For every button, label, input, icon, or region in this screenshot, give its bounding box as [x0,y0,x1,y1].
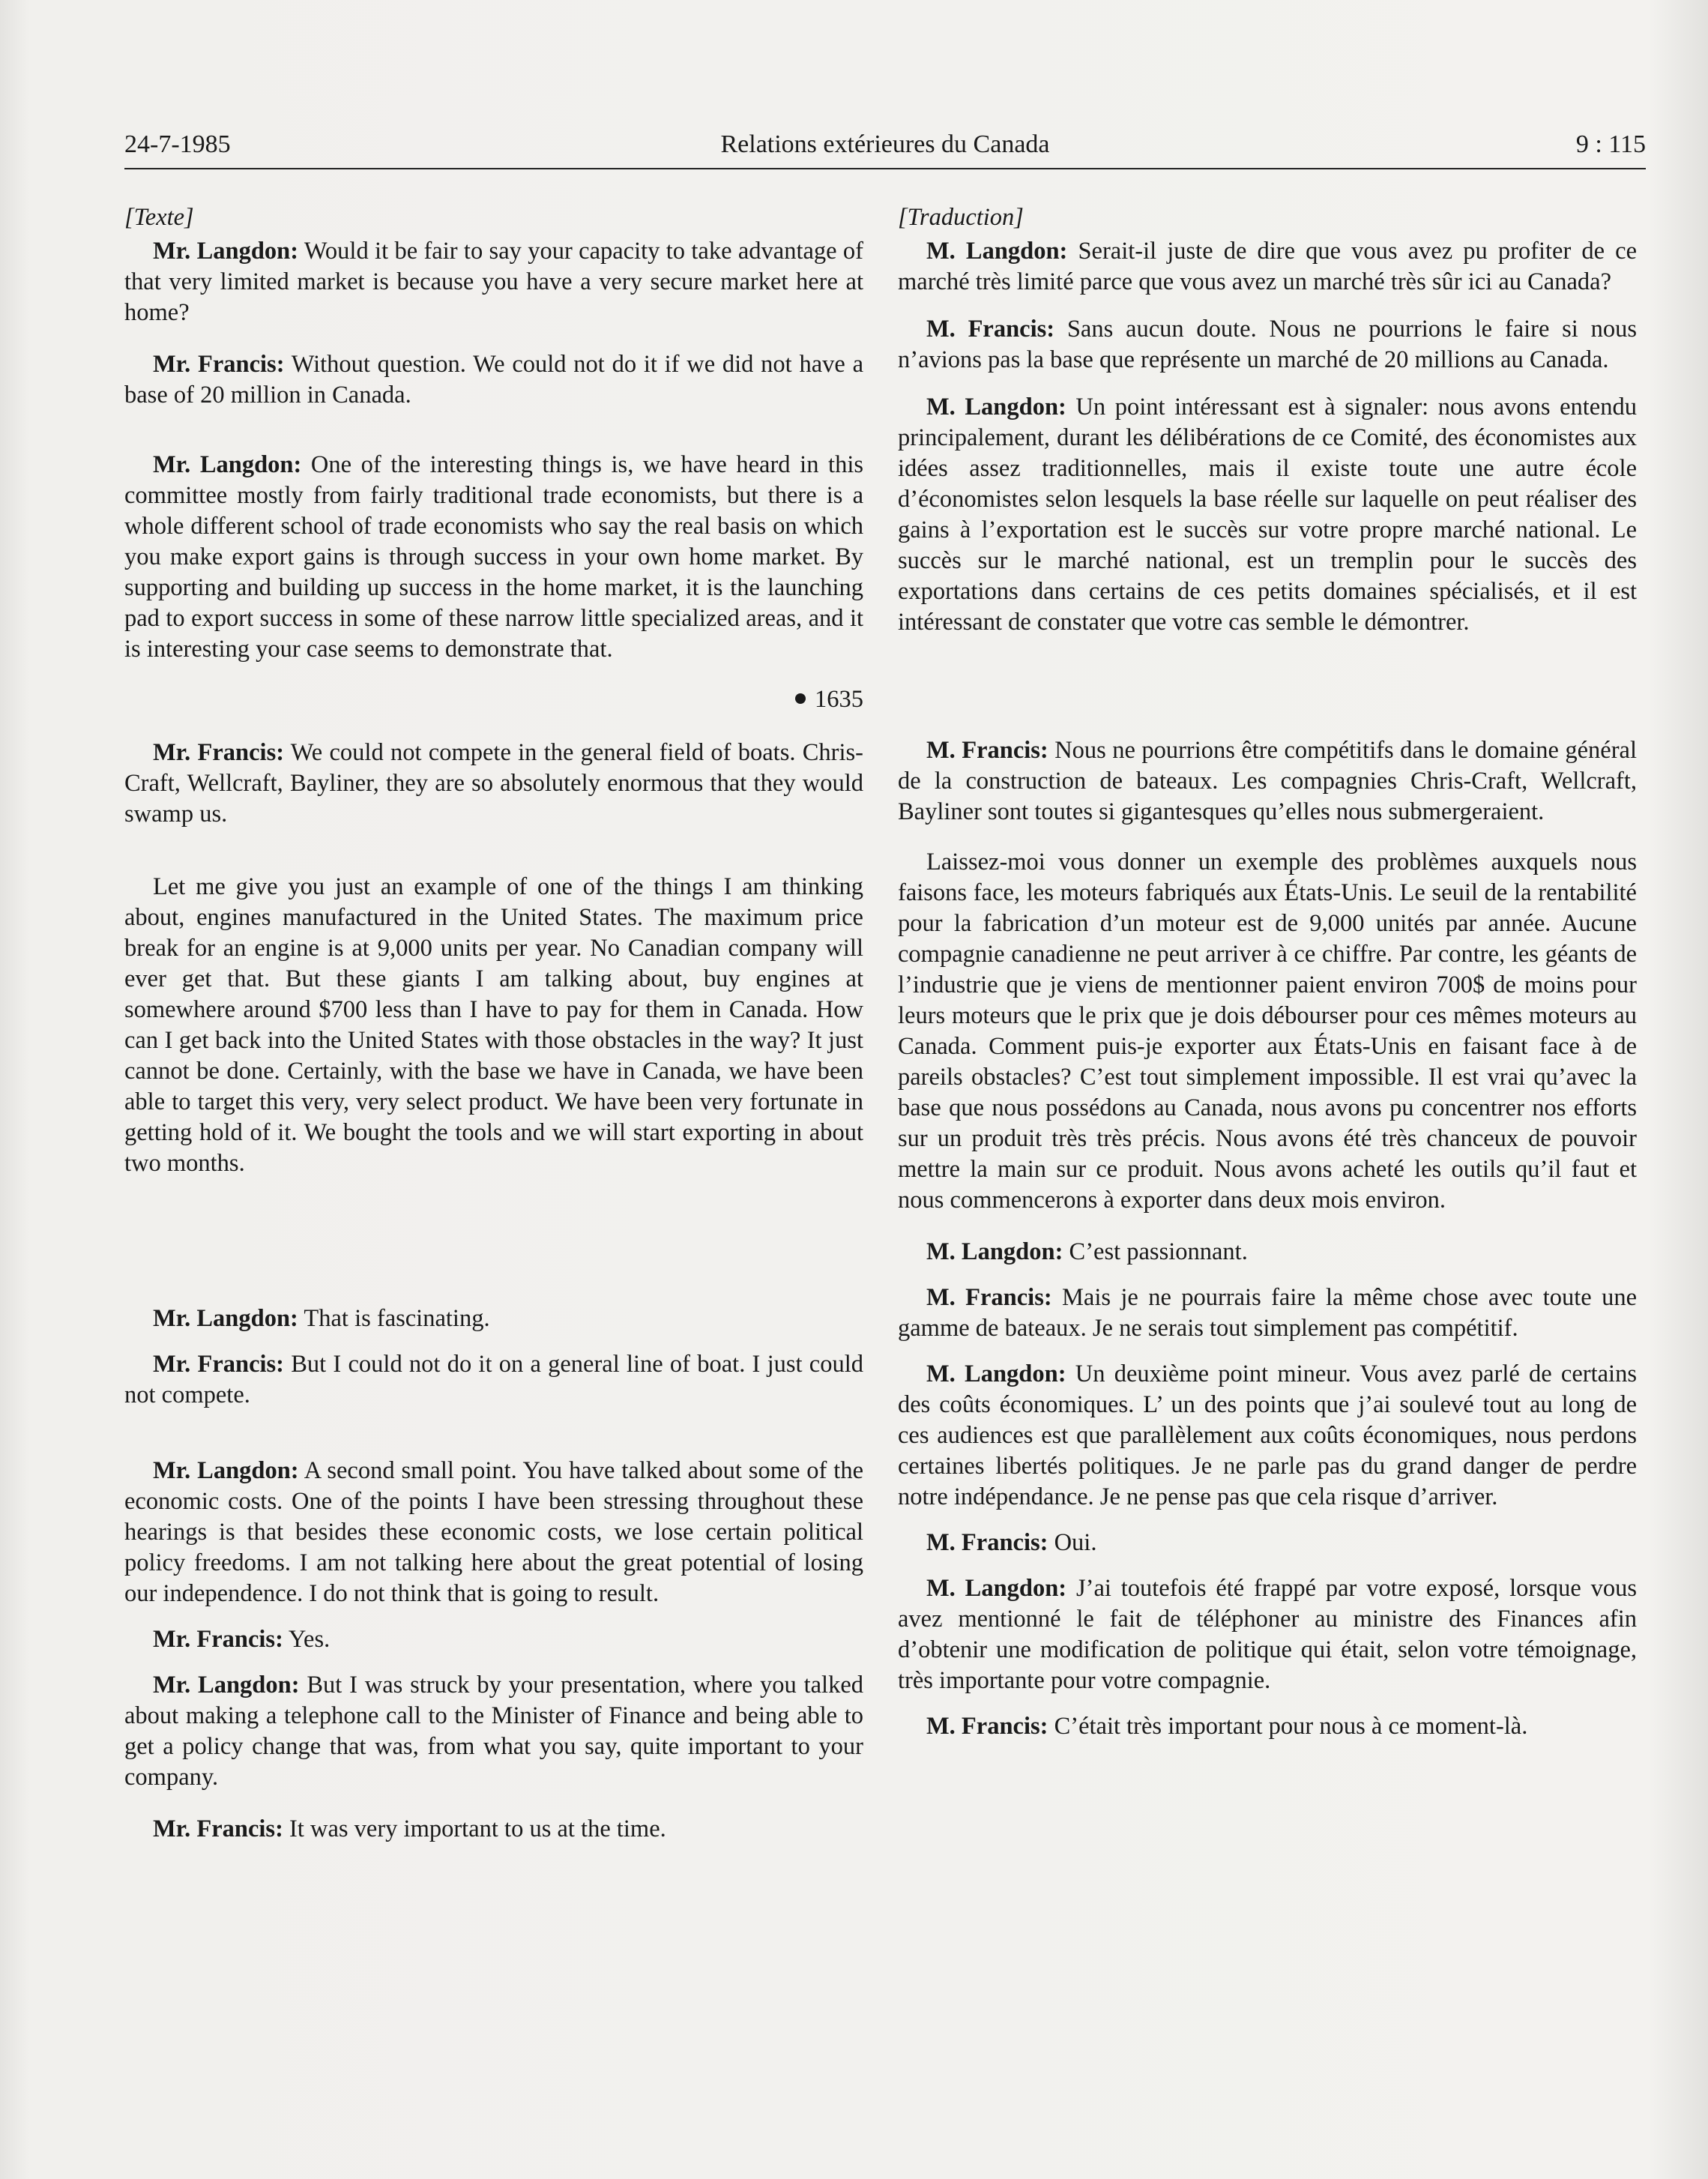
speaker-name: M. Francis: [926,737,1048,764]
time-marker [124,684,863,715]
speaker-name: M. Langdon: [926,1238,1063,1265]
time-marker-text: 1635 [815,686,863,713]
speaker-name: Mr. Langdon: [153,1457,299,1484]
speaker-name: M. Langdon: [926,394,1066,421]
paragraph-text: Mais je ne pourrais faire la même chose avec toute une gamme de bateaux. Je ne serais tout simplement pas compétitif. [898,1284,1638,1342]
english-column [124,202,863,1845]
paragraph [898,1237,1637,1268]
section-label: [Texte] [124,204,194,231]
paragraph-text: That is fascinating. [298,1305,490,1332]
paragraph-text: Sans aucun doute. Nous ne pourrions le faire si nous n’avions pas la base que représente un marché de 20 millions au Canada. [898,316,1637,373]
speaker-name: Mr. Francis: [153,1626,283,1653]
speaker-name: Mr. Francis: [153,739,285,766]
paragraph-text: C’est passionnant. [1063,1238,1248,1265]
paragraph-text: We could not compete in the general field of boats. Chris-Craft, Wellcraft, Bayliner, they are so absolutely enormous that they would swamp us. [124,739,863,828]
paragraph [898,1359,1637,1513]
speaker-name: M. Langdon: [926,1360,1066,1387]
paragraph [124,450,863,665]
paragraph-text: C’était très important pour nous à ce moment-là. [1048,1713,1528,1740]
speaker-name: M. Langdon: [926,238,1068,265]
paragraph [124,738,863,830]
paragraph-text: Serait-il juste de dire que vous avez pu profiter de ce marché très limité parce que vous avez un marché très sûr ici au Canada? [898,238,1637,295]
paragraph [124,1349,863,1411]
paragraph-text: Without question. We could not do it if we did not have a base of 20 million in Canada. [124,351,863,409]
speaker-name: Mr. Langdon: [153,238,299,265]
speaker-name: M. Francis: [926,316,1055,343]
paragraph [124,1814,863,1845]
paragraph-text: J’ai toutefois été frappé par votre exposé, lorsque vous avez mentionné le fait de téléphoner au ministre des Finances afin d’obtenir une modification de politique qui était, selon votre témoignage, très importante pour votre compagnie. [898,1575,1637,1694]
paragraph [898,1283,1637,1344]
paragraph-text: Nous ne pourrions être compétitifs dans le domaine général de la construction de bateaux. Les compagnies Chris-Craft, Wellcraft, Bayliner sont toutes si gigantesques qu’elles nous submergeraient. [898,737,1637,825]
paragraph [898,735,1637,828]
speaker-name: Mr. Langdon: [153,1672,300,1699]
speaker-name: M. Langdon: [926,1575,1067,1602]
paragraph [124,1624,863,1655]
paragraph [898,314,1637,376]
paragraph-text: Let me give you just an example of one of the things I am thinking about, engines manufactured in the United States. The maximum price break for an engine is at 9,000 units per year. No Canadian company will ever get that. But these giants I am talking about, buy engines at somewhere around $700 less than I have to pay for them in Canada. How can I get back into the United States with those obstacles in the way? It just cannot be done. Certainly, with the base we have in Canada, we have been able to target this very, very select product. We have been very fortunate in getting hold of it. We bought the tools and we will start exporting in about two months. [124,873,863,1177]
paragraph-text: But I could not do it on a general line of boat. I just could not compete. [124,1351,863,1408]
paragraph-text: But I was struck by your presentation, where you talked about making a telephone call to the Minister of Finance and being able to get a policy change that was, from what you say, quite important to your company. [124,1672,863,1791]
paragraph-text: Yes. [283,1626,331,1653]
paragraph [898,847,1637,1216]
paragraph [124,1456,863,1609]
paragraph-text: Un deuxième point mineur. Vous avez parlé de certains des coûts économiques. L’ un des points que j’ai soulevé tout au long de ces audiences est que parallèlement aux coûts économiques, nous perdons certaines libertés politiques. Je ne parle pas du grand danger de perdre notre indépendance. Je ne pense pas que cela risque d’arriver. [898,1360,1637,1510]
speaker-name: M. Francis: [926,1529,1048,1556]
paragraph [898,392,1637,638]
paragraph [898,236,1637,298]
speaker-name: Mr. Francis: [153,1815,283,1842]
paragraph [124,236,863,328]
paragraph [124,872,863,1179]
paragraph [898,1528,1637,1558]
speaker-name: Mr. Francis: [153,1351,285,1378]
bullet-icon [795,693,806,704]
speaker-name: M. Francis: [926,1713,1048,1740]
speaker-name: Mr. Langdon: [153,451,302,478]
paragraph-text: Laissez-moi vous donner un exemple des problèmes auxquels nous faisons face, les moteurs fabriqués aux États-Unis. Le seuil de la rentabilité pour la fabrication d’un moteur est de 9,000 unités par année. Aucune compagnie canadienne ne peut arriver à ce chiffre. Par contre, les géants de l’industrie que je viens de mentionner paient environ 700$ de moins pour leurs moteurs que le prix que je dois débourser pour ces mêmes moteurs au Canada. Comment puis-je exporter aux États-Unis en faisant face à de pareils obstacles? C’est tout simplement impossible. Il est vrai qu’avec la base que nous possédons au Canada, nous avons pu concentrer nos efforts sur un produit très très précis. Nous avons été très chanceux de pouvoir mettre la main sur ce produit. Nous avons acheté les outils qu’il faut et nous commencerons à exporter dans deux mois environ. [898,849,1637,1214]
header-date: 24-7-1985 [124,130,231,158]
paragraph-text: Oui. [1048,1529,1097,1556]
paragraph [124,1304,863,1334]
speaker-name: Mr. Langdon: [153,1305,298,1332]
section-label: [Traduction] [898,204,1024,231]
speaker-name: M. Francis: [926,1284,1052,1311]
paragraph-text: A second small point. You have talked about some of the economic costs. One of the points I have been stressing throughout these hearings is that besides these economic costs, we lose certain political policy freedoms. I am not talking here about the great potential of losing our independence. I do not think that is going to result. [124,1457,863,1607]
page-header [124,130,1646,169]
paragraph [898,1573,1637,1696]
paragraph [124,1670,863,1793]
paragraph-text: One of the interesting things is, we have heard in this committee mostly from fairly traditional trade economists, but there is a whole different school of trade economists who say the real basis on which you make export gains is through success in your own home market. By supporting and building up success in the home market, it is the launching pad to export success in some of these narrow little specialized areas, and it is interesting your case seems to demonstrate that. [124,451,863,663]
paragraph-text: It was very important to us at the time. [283,1815,666,1842]
paragraph-text: Un point intéressant est à signaler: nous avons entendu principalement, durant les délibérations de ce Comité, des économistes aux idées assez traditionnelles, mais il existe toute une autre école d’économistes selon lesquels la base réelle sur laquelle on peut réaliser des gains à l’exportation est le succès sur votre propre marché national. Le succès sur le marché national, est un tremplin pour le succès des exportations dans certains de ces petits domaines spécialisés, et il est intéressant de constater que votre cas semble le démontrer. [898,394,1637,636]
header-title: Relations extérieures du Canada [720,130,1050,158]
paragraph [124,349,863,411]
header-page-number: 9 : 115 [1575,130,1646,158]
paragraph [898,1711,1637,1742]
french-column [898,202,1637,1742]
speaker-name: Mr. Francis: [153,351,285,378]
paragraph-text: Would it be fair to say your capacity to take advantage of that very limited market is because you have a very secure market here at home? [124,238,864,326]
